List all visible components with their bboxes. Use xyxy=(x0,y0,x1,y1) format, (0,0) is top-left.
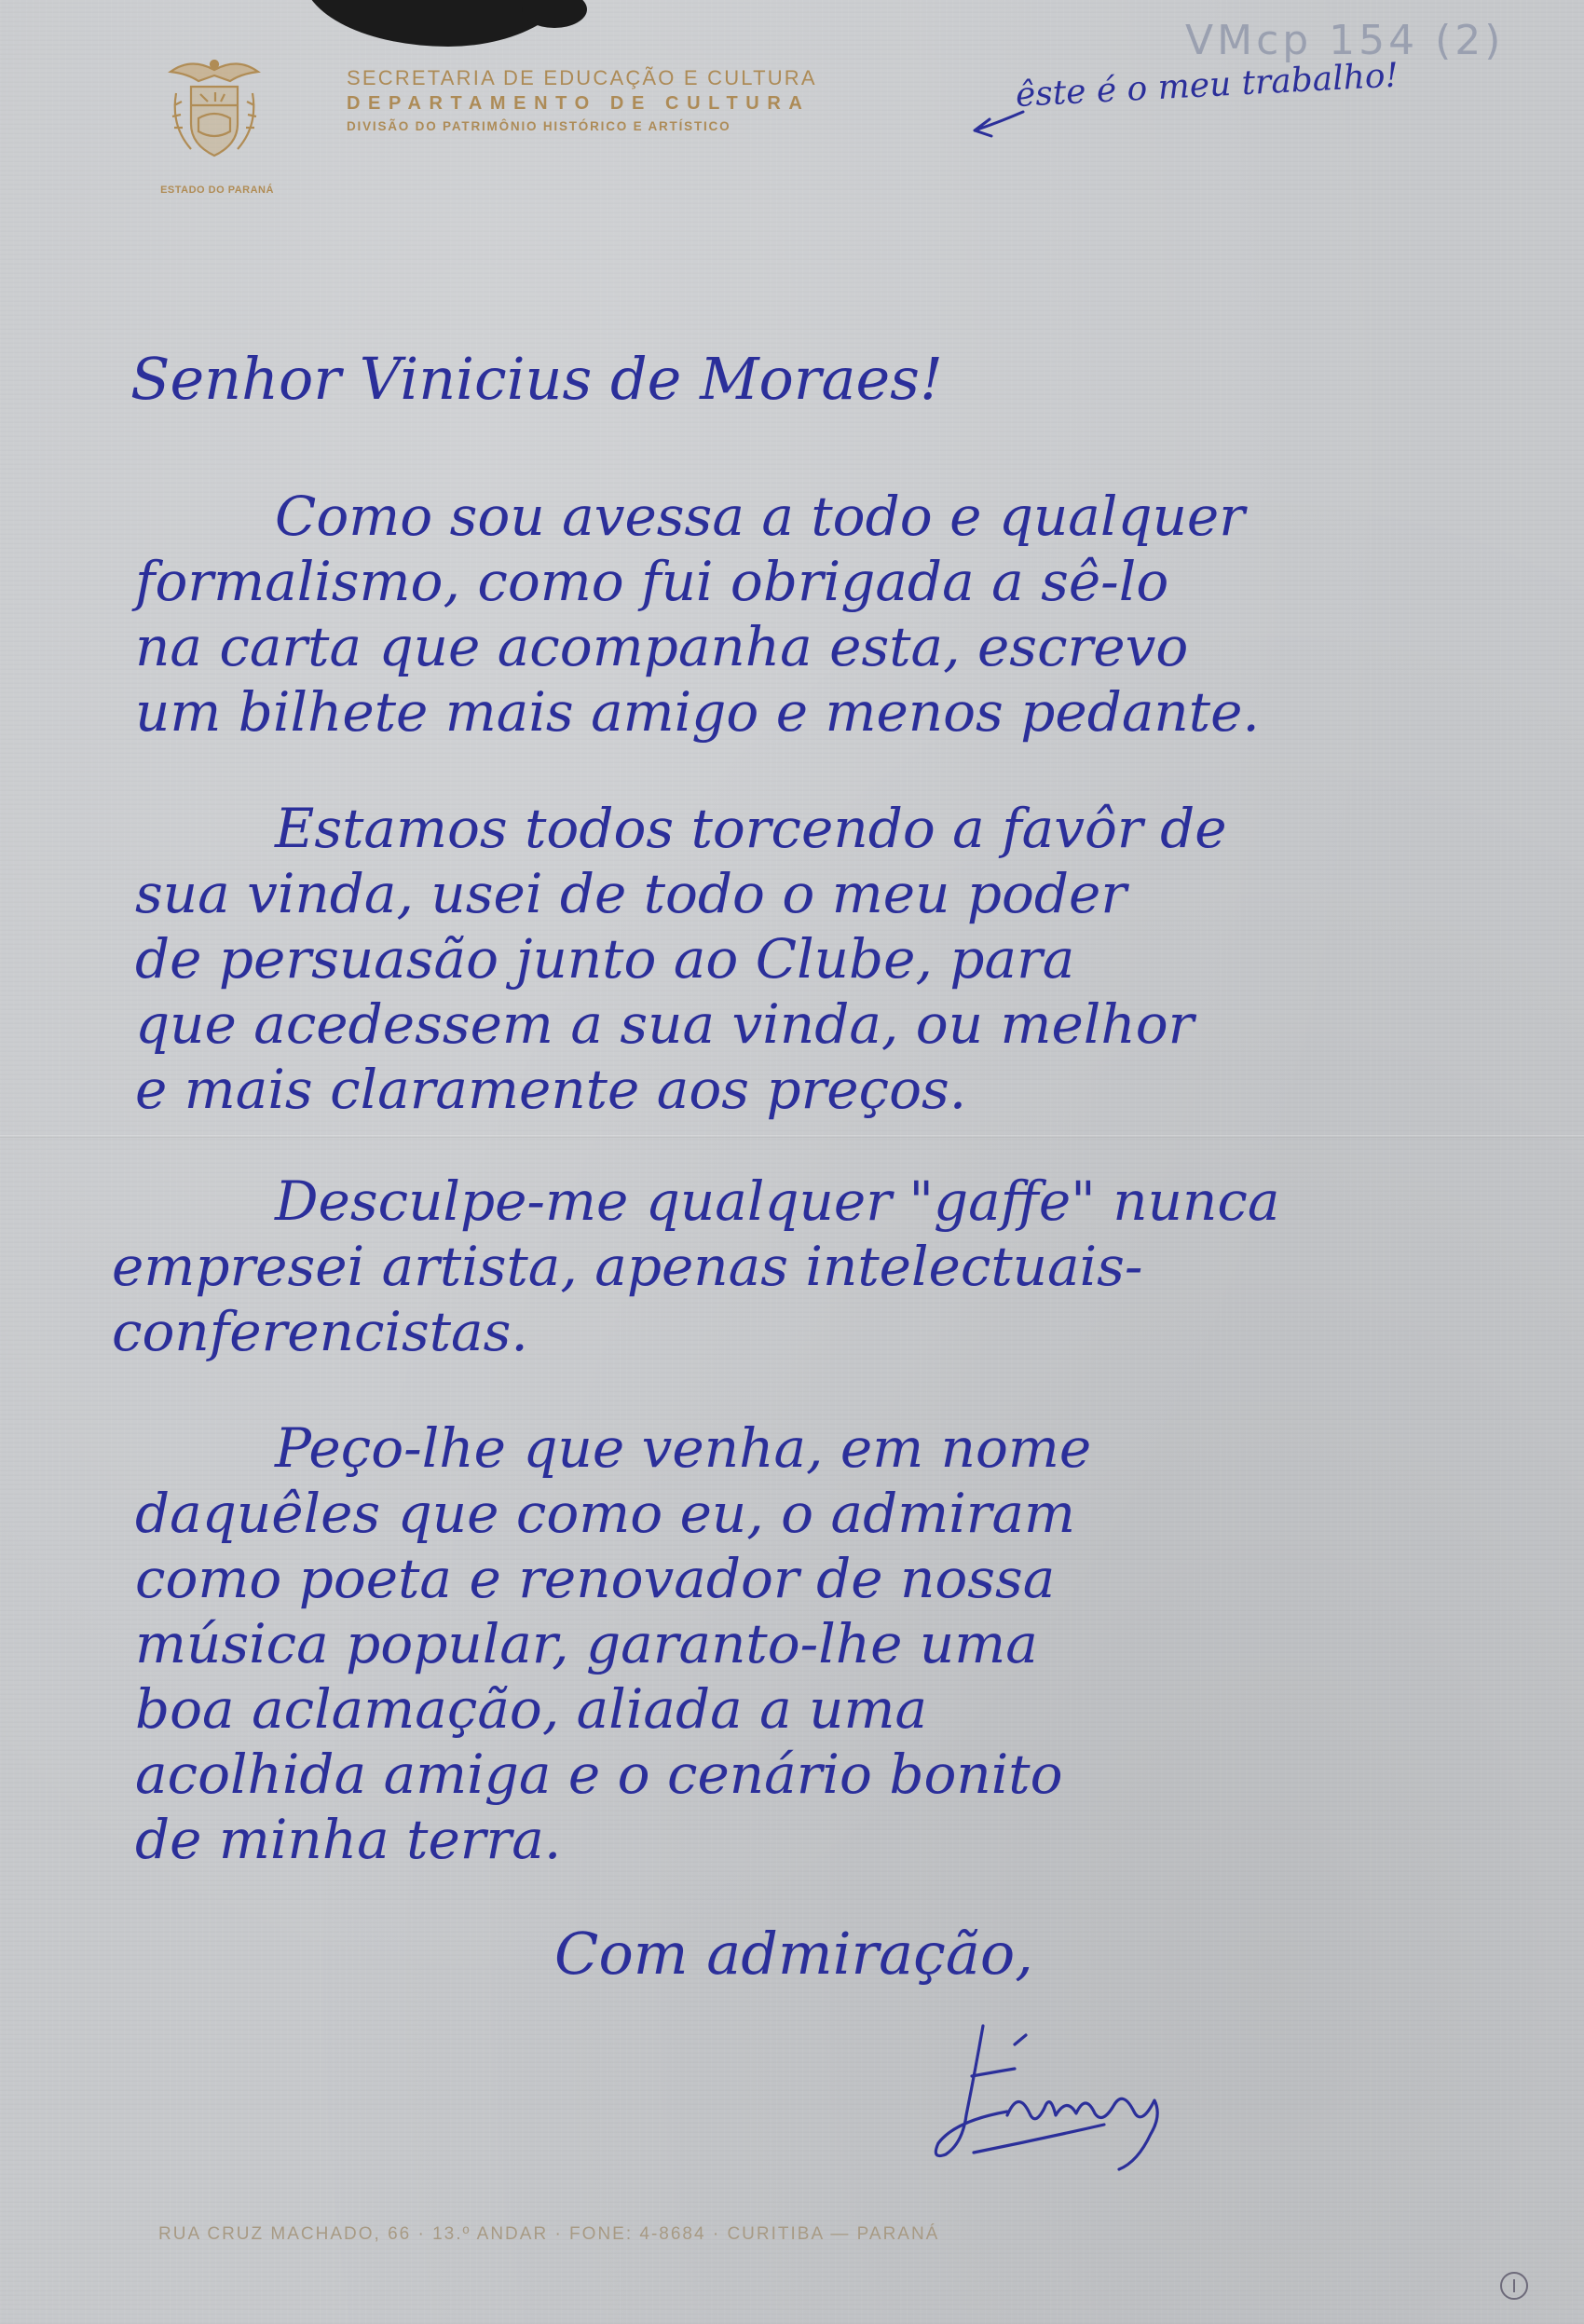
letter-line: como poeta e renovador de nossa xyxy=(135,1547,1056,1610)
letter-line: Desculpe-me qualquer "gaffe" nunca xyxy=(275,1169,1280,1233)
letterhead-footer-address: RUA CRUZ MACHADO, 66 · 13.º ANDAR · FONE: 4-8684 · CURITIBA — PARANÁ xyxy=(158,2224,940,2244)
letter-line: sua vinda, usei de todo o meu poder xyxy=(135,862,1127,925)
letter-line: daquêles que como eu, o admiram xyxy=(135,1482,1076,1545)
margin-note: êste é o meu trabalho! xyxy=(1014,56,1400,115)
letter-line: música popular, garanto-lhe uma xyxy=(135,1612,1038,1675)
letter-line: na carta que acompanha esta, escrevo xyxy=(135,615,1189,678)
handwritten-signature xyxy=(918,2003,1216,2180)
letter-line: Como sou avessa a todo e qualquer xyxy=(275,485,1245,548)
paper-fold-line xyxy=(0,1135,1584,1138)
parana-coat-of-arms-icon xyxy=(163,51,266,168)
letter-line: Estamos todos torcendo a favôr de xyxy=(275,797,1227,860)
letterhead-department: DEPARTAMENTO DE CULTURA xyxy=(347,93,811,114)
letter-line: acolhida amiga e o cenário bonito xyxy=(135,1743,1063,1806)
letter-line: boa aclamação, aliada a uma xyxy=(135,1677,928,1741)
letterhead-division: DIVISÃO DO PATRIMÔNIO HISTÓRICO E ARTÍSTICO xyxy=(347,119,731,133)
archive-code: VMcp 154 (2) xyxy=(1185,17,1505,64)
letter-line: formalismo, como fui obrigada a sê-lo xyxy=(135,550,1169,613)
salutation: Senhor Vinicius de Moraes! xyxy=(130,345,943,413)
letter-line: e mais claramente aos preços. xyxy=(135,1058,967,1121)
letter-line: empresei artista, apenas intelectuais- xyxy=(112,1235,1143,1298)
letter-line: Peço-lhe que venha, em nome xyxy=(275,1416,1092,1480)
letter-line: que acedessem a sua vinda, ou melhor xyxy=(135,992,1195,1056)
letter-line: conferencistas. xyxy=(112,1300,528,1363)
letter-line: de persuasão junto ao Clube, para xyxy=(135,927,1075,991)
letterhead-secretariat: SECRETARIA DE EDUCAÇÃO E CULTURA xyxy=(347,66,817,89)
folio-circle-mark xyxy=(1498,2270,1530,2302)
closing: Com admiração, xyxy=(554,1920,1033,1988)
letter-line: um bilhete mais amigo e menos pedante. xyxy=(135,680,1260,744)
crest-caption: ESTADO DO PARANÁ xyxy=(160,185,274,196)
letter-line: de minha terra. xyxy=(135,1808,562,1871)
